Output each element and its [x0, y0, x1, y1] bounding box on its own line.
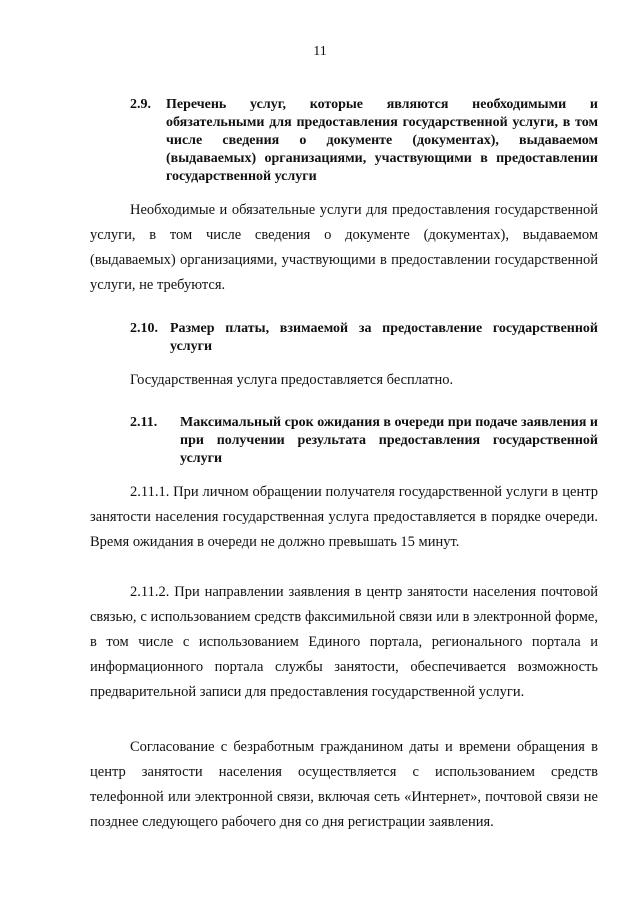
section-2-9-title: Перечень услуг, которые являются необходимыми и обязательными для предоставления государственной услуги, в том числе сведения о документе (документах), выдаваемом (выдаваемых) организациями, участвующими в предоставлении государственной услуги [166, 97, 598, 184]
section-2-11-2-paragraph: 2.11.2. При направлении заявления в центр занятости населения почтовой связью, с использованием средств факсимильной связи или в электронной форме, в том числе с использованием Единого портала, регионального портала и информационного портала службы занятости, обеспечивается возможность предварительной записи для предоставления государственной услуги. [90, 584, 598, 700]
section-2-11-number: 2.11. [130, 415, 158, 430]
page-number: 11 [313, 44, 327, 59]
section-2-11-heading [130, 414, 598, 468]
section-2-9-heading [130, 96, 598, 186]
section-2-11-3-paragraph: Согласование с безработным гражданином даты и времени обращения в центр занятости населения осуществляется с использованием средств телефонной или электронной связи, включая сеть «Интернет», почтовой связи не позднее следующего рабочего дня со дня регистрации заявления. [90, 739, 598, 830]
section-2-11-1-paragraph: 2.11.1. При личном обращении получателя государственной услуги в центр занятости населения государственная услуга предоставляется в порядке очереди. Время ожидания в очереди не должно превышать 15 минут. [90, 484, 598, 550]
section-2-11-title: Максимальный срок ожидания в очереди при подаче заявления и при получении результата предоставления государственной услуги [180, 415, 598, 466]
section-2-10-number: 2.10. [130, 321, 158, 336]
section-2-10-heading [130, 320, 598, 356]
section-2-9-number: 2.9. [130, 97, 151, 112]
section-2-10-paragraph: Государственная услуга предоставляется бесплатно. [130, 372, 454, 388]
section-2-10-title: Размер платы, взимаемой за предоставление государственной услуги [170, 321, 598, 354]
section-2-9-paragraph: Необходимые и обязательные услуги для предоставления государственной услуги, в том числе сведения о документе (документах), выдаваемом (выдаваемых) организациями, участвующими в предоставлении государственной услуги, не требуются. [90, 202, 598, 293]
